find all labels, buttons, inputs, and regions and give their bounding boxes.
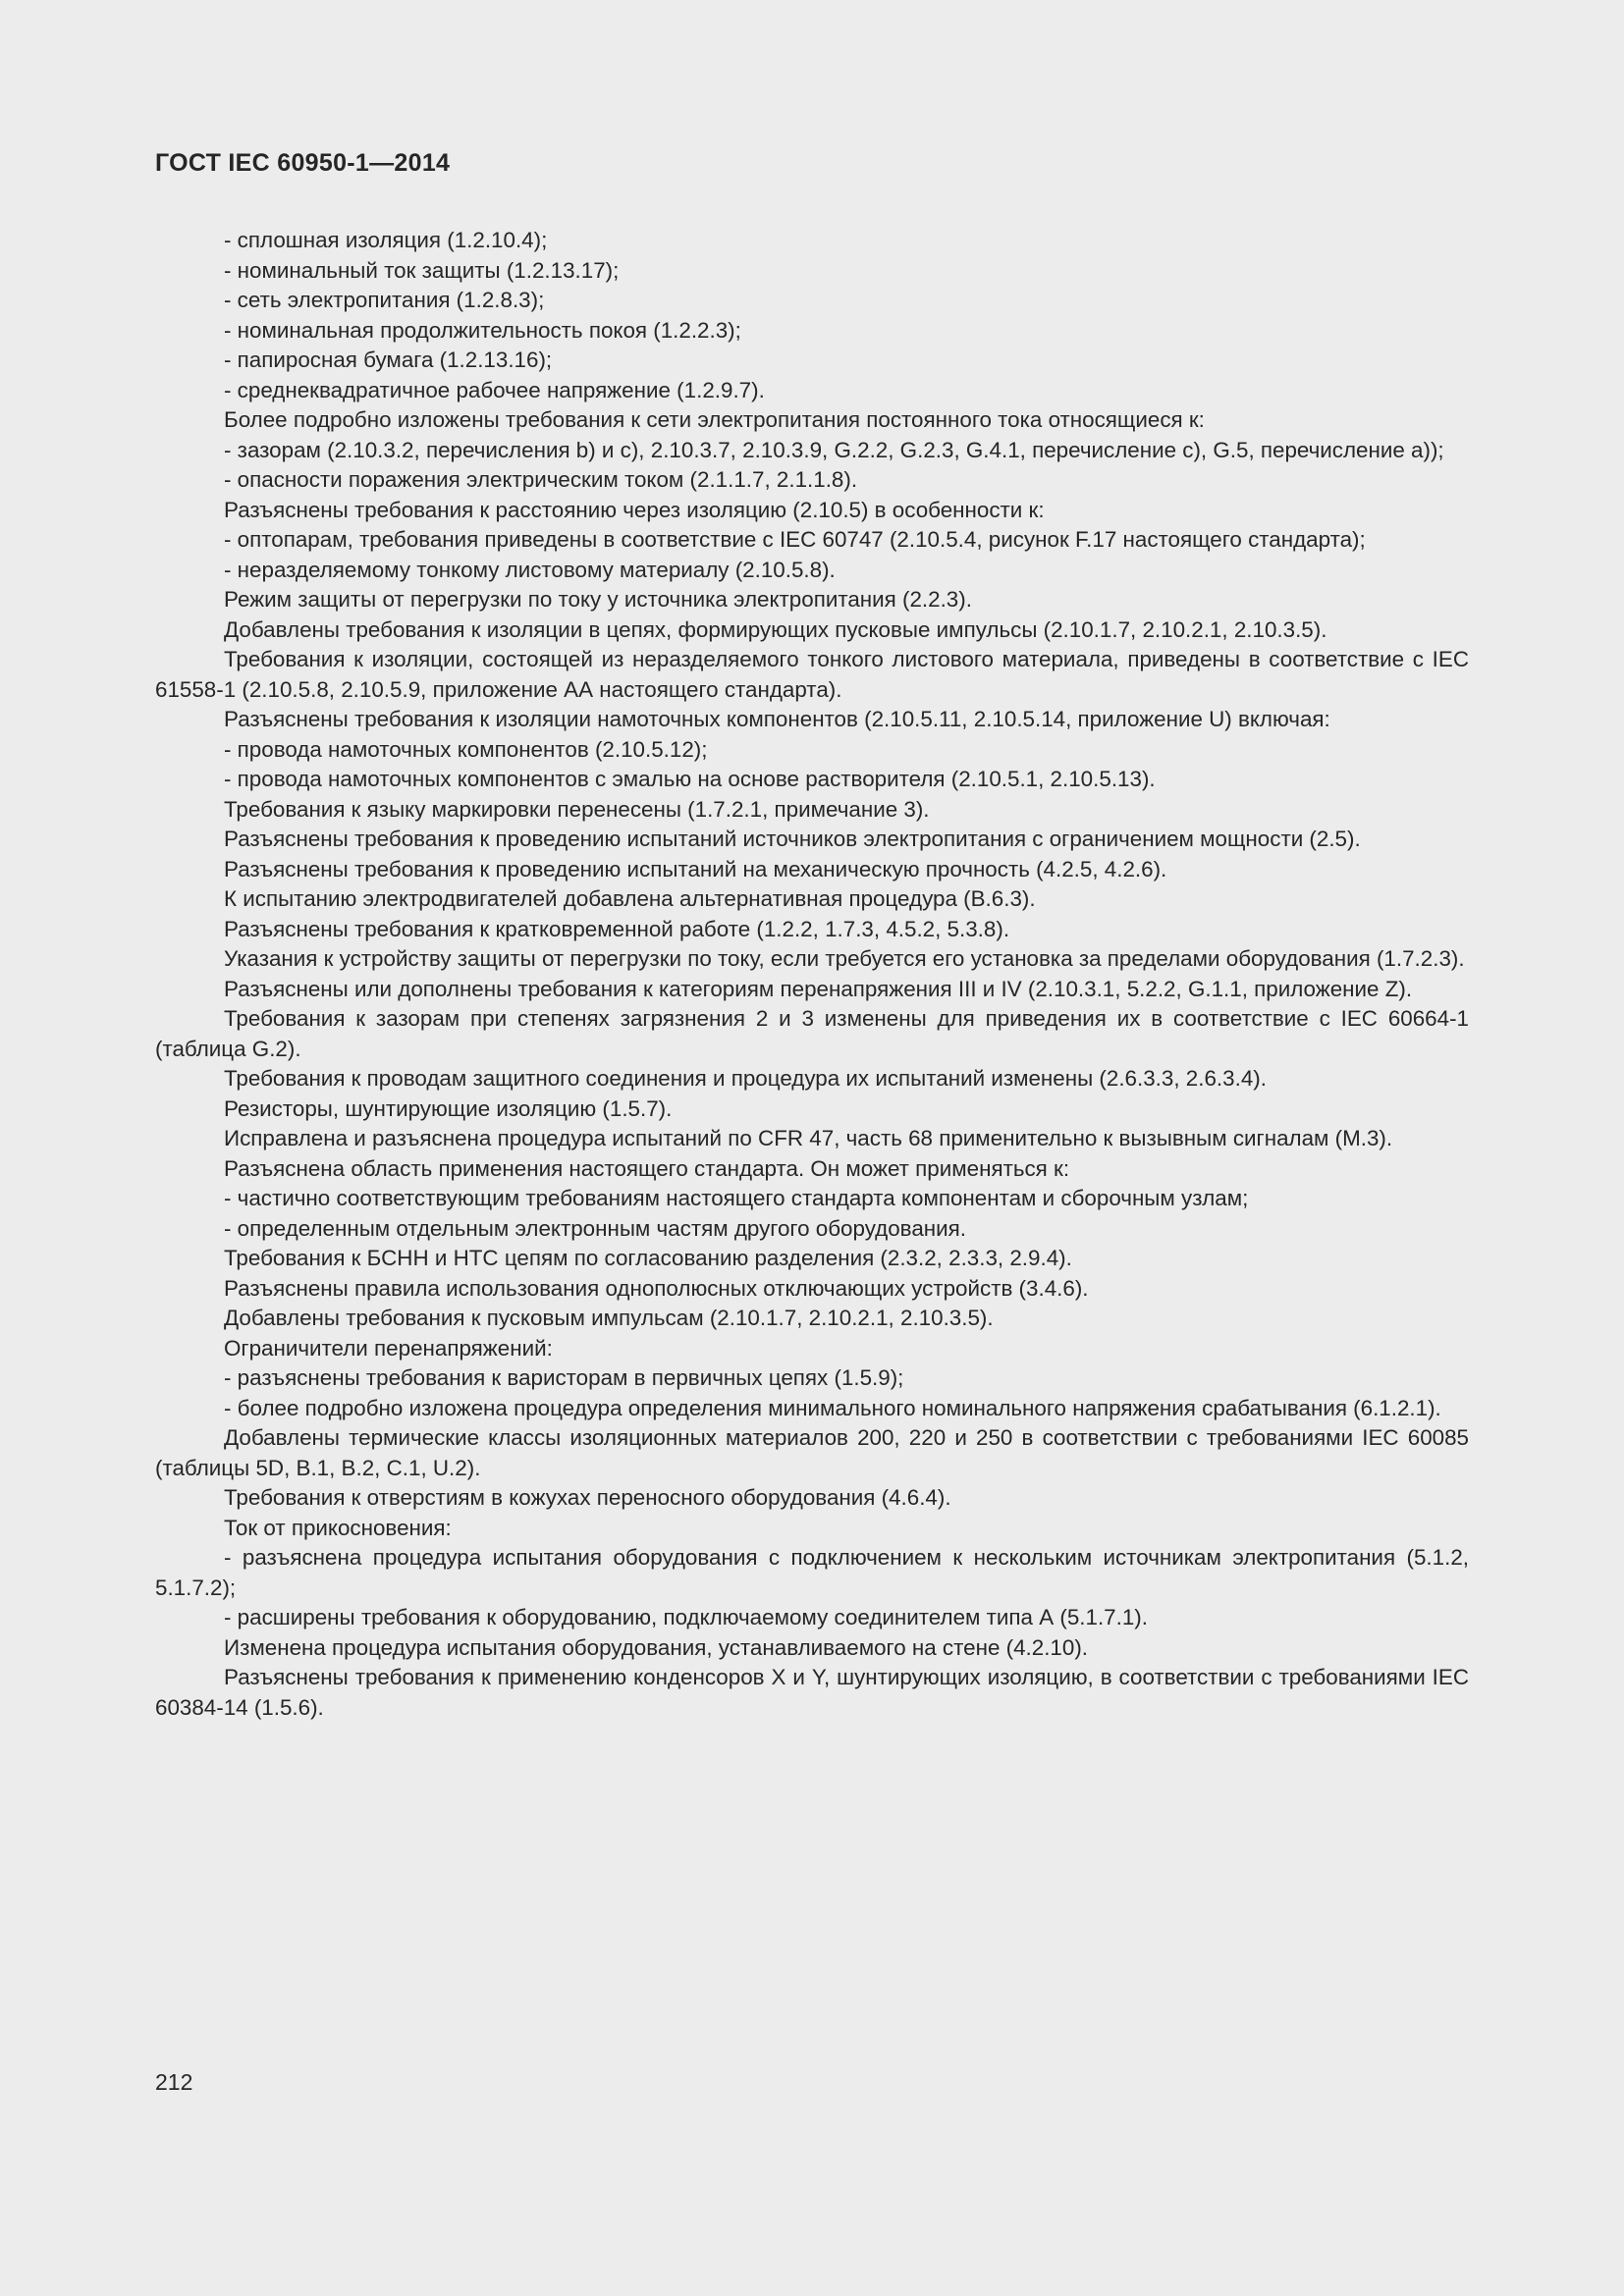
text-line: Требования к БСНН и НТС цепям по согласованию разделения (2.3.2, 2.3.3, 2.9.4). [224, 1246, 1072, 1270]
text-line: - провода намоточных компонентов (2.10.5.12); [224, 736, 708, 762]
text-line: Разъяснены или дополнены требования к категориям перенапряжения III и IV (2.10.3.1, 5.2.2, G.1.1, приложение Z). [224, 976, 1413, 1001]
text-line: - папиросная бумага (1.2.13.16); [224, 347, 553, 372]
text-line: Требования к проводам защитного соединения и процедура их испытаний изменены (2.6.3.3, 2.6.3.4). [224, 1066, 1267, 1091]
text-line: - расширены требования к оборудованию, подключаемому соединителем типа А (5.1.7.1). [224, 1605, 1148, 1629]
text-line: - оптопарам, требования приведены в соответствие с IEC 60747 (2.10.5.4, рисунок F.17 настоящего стандарта); [224, 527, 1366, 552]
text-line: - номинальная продолжительность покоя (1.2.2.3); [224, 317, 741, 343]
document-header-title: ГОСТ IEC 60950-1—2014 [155, 149, 451, 177]
text-line: Разъяснены требования к кратковременной работе (1.2.2, 1.7.3, 4.5.2, 5.3.8). [224, 916, 1010, 941]
text-line: Требования к зазорам при степенях загрязнения 2 и 3 изменены для приведения их в соответствие с IEC 60664-1 (таблица G.2). [155, 1006, 1469, 1061]
text-line: Указания к устройству защиты от перегрузки по току, если требуется его установка за пределами оборудования (1.7.2.3). [224, 946, 1465, 971]
text-line: Разъяснены требования к изоляции намоточных компонентов (2.10.5.11, 2.10.5.14, приложение U) включая: [224, 707, 1330, 731]
text-line: - сеть электропитания (1.2.8.3); [224, 288, 545, 312]
text-line: Требования к изоляции, состоящей из неразделяемого тонкого листового материала, приведены в соответствие с IEC 61558-1 (2.10.5.8, 2.10.5.9, приложение АА настоящего стандарта). [155, 647, 1469, 702]
page-number: 212 [155, 2069, 193, 2095]
text-line: - опасности поражения электрическим током (2.1.1.7, 2.1.1.8). [224, 467, 858, 492]
text-line: Ограничители перенапряжений: [224, 1335, 553, 1361]
text-line: - определенным отдельным электронным частям другого оборудования. [224, 1215, 966, 1241]
text-line: Разъяснена область применения настоящего стандарта. Он может применяться к: [224, 1155, 1070, 1181]
text-line: - среднеквадратичное рабочее напряжение (1.2.9.7). [224, 377, 765, 402]
text-line: - зазорам (2.10.3.2, перечисления b) и с), 2.10.3.7, 2.10.3.9, G.2.2, G.2.3, G.4.1, перечисление с), G.5, перечисление а)); [224, 437, 1444, 462]
text-line: Разъяснены требования к применению конденсоров X и Y, шунтирующих изоляцию, в соответствии с требованиями IEC 60384-14 (1.5.6). [155, 1665, 1469, 1720]
text-line: Разъяснены требования к проведению испытаний на механическую прочность (4.2.5, 4.2.6). [224, 856, 1167, 881]
text-line: Разъяснены правила использования однополюсных отключающих устройств (3.4.6). [224, 1275, 1089, 1301]
text-line: - провода намоточных компонентов с эмалью на основе растворителя (2.10.5.1, 2.10.5.13). [224, 767, 1156, 791]
text-line: Требования к отверстиям в кожухах переносного оборудования (4.6.4). [224, 1485, 951, 1510]
text-line: - более подробно изложена процедура определения минимального номинального напряжения срабатывания (6.1.2.1). [224, 1395, 1441, 1420]
text-line: - разъяснены требования к варисторам в первичных цепях (1.5.9); [224, 1365, 904, 1390]
text-line: Требования к языку маркировки перенесены (1.7.2.1, примечание 3). [224, 796, 930, 822]
text-line: - сплошная изоляция (1.2.10.4); [224, 228, 548, 252]
text-line: Ток от прикосновения: [224, 1515, 452, 1540]
document-body [155, 226, 1469, 1723]
text-line: - частично соответствующим требованиям настоящего стандарта компонентам и сборочным узлам; [224, 1186, 1249, 1210]
text-line: Разъяснены требования к проведению испытаний источников электропитания с ограничением мощности (2.5). [224, 827, 1361, 851]
text-line: Разъяснены требования к расстоянию через изоляцию (2.10.5) в особенности к: [224, 497, 1045, 522]
text-line: Изменена процедура испытания оборудования, устанавливаемого на стене (4.2.10). [224, 1634, 1089, 1660]
text-line: Добавлены требования к пусковым импульсам (2.10.1.7, 2.10.2.1, 2.10.3.5). [224, 1306, 994, 1330]
text-line: Резисторы, шунтирующие изоляцию (1.5.7). [224, 1095, 673, 1121]
text-line: Добавлены требования к изоляции в цепях, формирующих пусковые импульсы (2.10.1.7, 2.10.2.1, 2.10.3.5). [224, 616, 1327, 642]
text-line: Исправлена и разъяснена процедура испытаний по CFR 47, часть 68 применительно к вызывным сигналам (М.3). [224, 1126, 1393, 1150]
text-line: Добавлены термические классы изоляционных материалов 200, 220 и 250 в соответствии с требованиями IEC 60085 (таблицы 5D, B.1, В.2, С.1, U.2). [155, 1425, 1469, 1480]
text-line: Более подробно изложены требования к сети электропитания постоянного тока относящиеся к: [224, 407, 1205, 432]
text-line: К испытанию электродвигателей добавлена альтернативная процедура (В.6.3). [224, 886, 1036, 911]
text-line: - разъяснена процедура испытания оборудования с подключением к нескольким источникам электропитания (5.1.2, 5.1.7.2); [155, 1545, 1469, 1600]
text-line: Режим защиты от перегрузки по току у источника электропитания (2.2.3). [224, 587, 972, 612]
text-line: - номинальный ток защиты (1.2.13.17); [224, 257, 620, 283]
text-line: - неразделяемому тонкому листовому материалу (2.10.5.8). [224, 557, 836, 582]
